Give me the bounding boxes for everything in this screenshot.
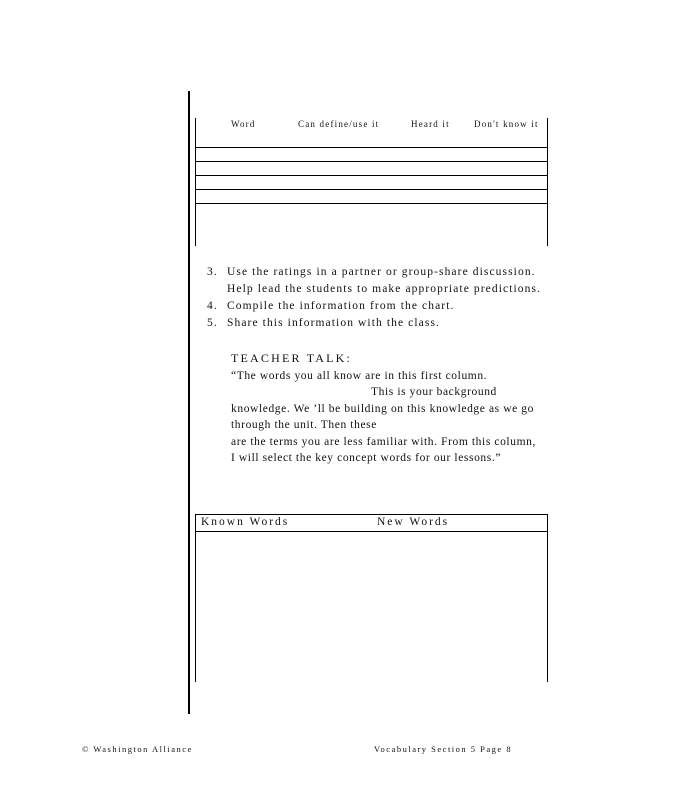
teacher-talk-heading: TEACHER TALK: (231, 351, 353, 365)
margin-rule (188, 91, 190, 714)
steps-list (207, 264, 547, 332)
table-rule (195, 531, 548, 532)
step-number: 3. (207, 266, 218, 278)
known-words-header: Known Words (201, 516, 290, 528)
teacher-talk-line: knowledge. We ’ll be building on this knowledge as we go (231, 402, 534, 415)
rating-header-can-define: Can define/use it (298, 119, 380, 129)
teacher-talk (231, 350, 561, 467)
footer-page-label: Vocabulary Section 5 Page 8 (374, 744, 513, 754)
step-number: 5. (207, 317, 218, 329)
table-rule (195, 161, 548, 162)
list-item (207, 264, 547, 298)
table-rule (195, 147, 548, 148)
step-number: 4. (207, 300, 218, 312)
step-text: Compile the information from the chart. (227, 300, 455, 312)
teacher-talk-line: I will select the key concept words for our lessons.” (231, 452, 502, 464)
new-words-header: New Words (377, 516, 450, 528)
table-rule (195, 175, 548, 176)
table-rule (195, 189, 548, 190)
list-item (207, 315, 547, 332)
table-rule (195, 203, 548, 204)
rating-header-dont-know: Don't know it (474, 119, 539, 129)
list-item (207, 298, 547, 315)
teacher-talk-line: are the terms you are less familiar with. From this column, (231, 435, 536, 448)
rating-header-heard-it: Heard it (411, 119, 450, 129)
rating-table (195, 118, 548, 246)
words-table (195, 514, 548, 682)
teacher-talk-line: This is your background (371, 386, 497, 398)
footer-copyright: © Washington Alliance (82, 744, 193, 754)
rating-header-word: Word (231, 119, 256, 129)
step-text: Use the ratings in a partner or group-share discussion. Help lead the students to make appropriate predictions. (227, 266, 542, 295)
teacher-talk-line: through the unit. Then these (231, 419, 377, 431)
step-text: Share this information with the class. (227, 317, 440, 329)
teacher-talk-line: “The words you all know are in this first column. (231, 369, 488, 382)
